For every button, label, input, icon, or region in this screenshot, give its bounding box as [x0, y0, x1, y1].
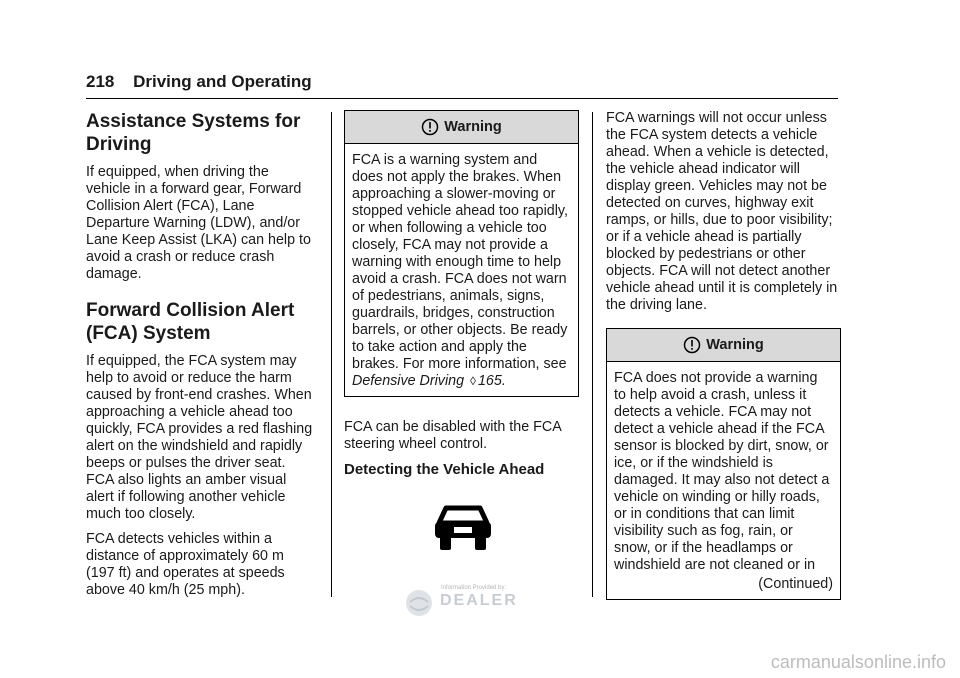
- vehicle-ahead-icon: [434, 504, 492, 552]
- section-title-assistance: Assistance Systems for Driving: [86, 111, 301, 155]
- site-watermark: carmanualsonline.info: [770, 652, 946, 672]
- section-title-fca: Forward Collision Alert (FCA) System: [86, 300, 295, 344]
- subheading-detecting: Detecting the Vehicle Ahead: [344, 461, 545, 478]
- warning-box: [606, 328, 841, 600]
- warning-box: [344, 110, 579, 397]
- paragraph-fca-range: FCA detects vehicles within a distance of approximately 60 m (197 ft) and operates at speeds above 40 km/h (25 mph).: [86, 531, 285, 598]
- page-number: 218: [86, 72, 115, 91]
- chapter-title: Driving and Operating: [133, 72, 312, 91]
- paragraph-fca-intro: If equipped, the FCA system may help to avoid or reduce the harm caused by front-end crashes. When approaching a vehicle ahead too quickly, FCA provides a red flashing alert on the windshield and rapidly beeps or pulses the driver seat. FCA also lights an amber visual alert if following another vehicle much too closely.: [86, 353, 313, 522]
- paragraph-detection: FCA warnings will not occur unless the FCA system detects a vehicle ahead. When a vehicle is detected, the vehicle ahead indicator will display green. Vehicles may not be detected on curves, highway exit ramps, or hills, due to poor visibility; or if a vehicle ahead is partially blocked by pedestrians or other objects. FCA will not detect another vehicle ahead until it is completely in the driving lane.: [606, 110, 838, 313]
- warning-icon: [683, 336, 701, 354]
- page-header: [86, 72, 312, 92]
- warning-header: [607, 329, 840, 362]
- column-1: [86, 110, 316, 607]
- warning-text: FCA is a warning system and does not apply the brakes. When approaching a slower-moving or stopped vehicle ahead too rapidly, or when following a vehicle too closely, FCA may not provide a warning with enough time to help avoid a crash. FCA does not warn of pedestrians, animals, signs, guardrails, bridges, construction barrels, or other objects. Be ready to take action and apply the brakes. For more information, see: [352, 152, 568, 372]
- reference-arrow-icon: ◊: [470, 374, 476, 388]
- reference-page[interactable]: 165.: [477, 373, 506, 389]
- column-divider: [592, 112, 593, 597]
- paragraph-assistance: If equipped, when driving the vehicle in a forward gear, Forward Collision Alert (FCA), Lane Departure Warning (LDW), and/or Lane Keep Assist (LKA) can help to avoid a crash or reduce crash damage.: [86, 164, 311, 282]
- warning-text: FCA does not provide a warning to help avoid a crash, unless it detects a vehicle. FCA may not detect a vehicle ahead if the FCA sensor is blocked by dirt, snow, or ice, or if the windshield is damaged. It may also not detect a vehicle on winding or hilly roads, or in conditions that can limit visibility such as fog, rain, or snow, or if the headlamps or windshield are not cleaned or in: [614, 370, 830, 573]
- column-divider: [331, 112, 332, 597]
- column-2: [344, 110, 579, 479]
- warning-icon: [421, 118, 439, 136]
- cross-reference-link[interactable]: Defensive Driving: [352, 373, 465, 389]
- paragraph-disable: FCA can be disabled with the FCA steering wheel control.: [344, 419, 561, 452]
- warning-body: [345, 144, 578, 396]
- watermark-caption: Information Provided by:: [441, 585, 507, 591]
- warning-label: Warning: [444, 118, 502, 135]
- header-rule: [86, 98, 838, 99]
- column-3: [606, 110, 838, 600]
- warning-label: Warning: [706, 336, 764, 353]
- watermark-brand: DEALER: [440, 592, 518, 609]
- watermark-globe-logo: [404, 588, 434, 618]
- continued-label: (Continued): [758, 576, 833, 592]
- warning-header: [345, 111, 578, 144]
- warning-body: [607, 362, 840, 599]
